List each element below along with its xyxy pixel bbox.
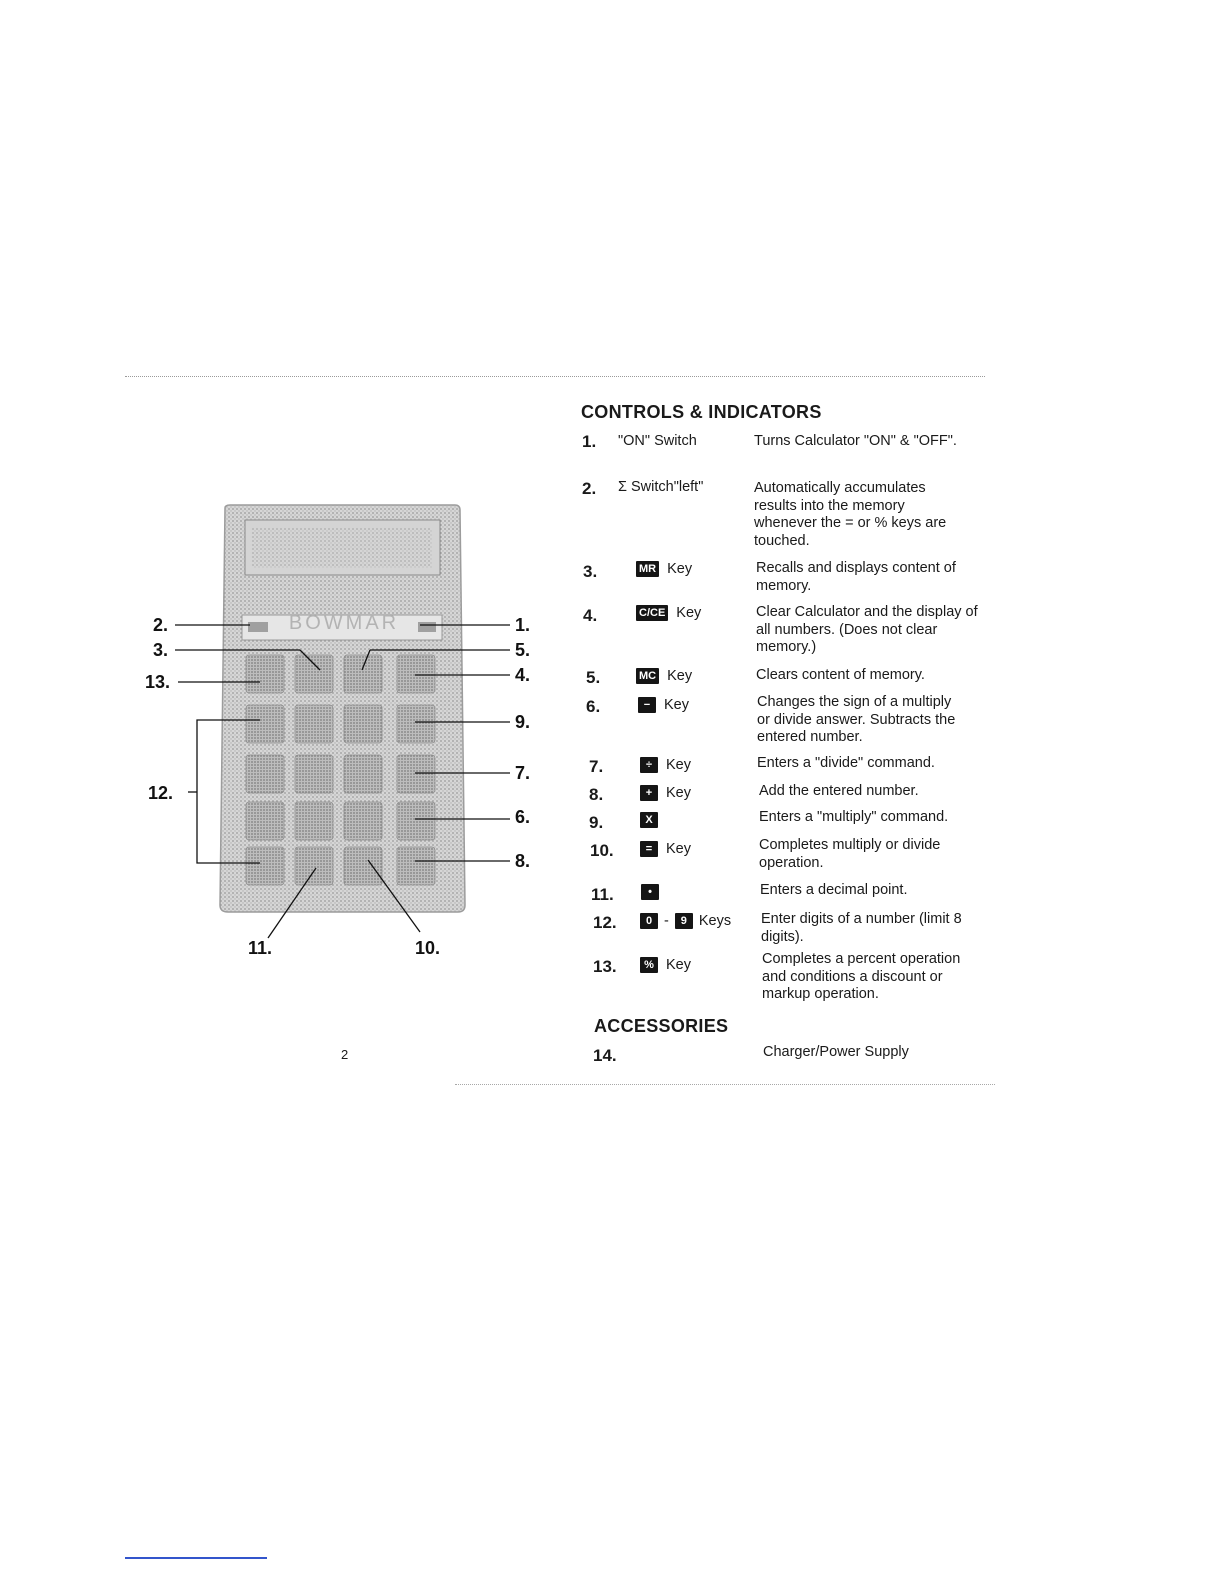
callout-9: 9. [515, 712, 531, 732]
item-3-number: 3. [583, 562, 598, 581]
calculator-drawing [140, 500, 560, 970]
keys-suffix: Keys [698, 913, 732, 929]
item-10-control [640, 841, 691, 857]
item-2-control [618, 479, 703, 495]
key-suffix: Key [666, 841, 691, 857]
callout-1: 1. [515, 615, 531, 635]
item-7-control [640, 757, 691, 773]
percent-key-icon: % [640, 957, 658, 973]
item-7-number: 7. [589, 757, 604, 776]
item-6-number: 6. [586, 697, 601, 716]
key-suffix: Key [664, 697, 689, 713]
item-1-number: 1. [582, 432, 597, 451]
mc-key-icon: MC [636, 668, 659, 684]
item-9-desc: Enters a "multiply" command. [759, 809, 949, 825]
item-13-number: 13. [593, 957, 617, 976]
item-7-desc: Enters a "divide" command. [757, 755, 935, 771]
item-9-number: 9. [589, 813, 604, 832]
item-8-number: 8. [589, 785, 604, 804]
key-suffix: Key [666, 757, 691, 773]
calculator-illustration [140, 500, 560, 970]
item-5-control [636, 668, 692, 684]
callout-3: 3. [153, 640, 169, 660]
item-11-desc: Enters a decimal point. [760, 882, 908, 898]
mr-key-icon: MR [636, 561, 659, 577]
callout-4: 4. [515, 665, 531, 685]
callout-6: 6. [515, 807, 531, 827]
divide-key-icon: ÷ [640, 757, 658, 773]
item-1-control [618, 433, 697, 449]
key-suffix: Key [666, 957, 691, 973]
multiply-key-icon: X [640, 812, 658, 828]
callout-12: 12. [148, 783, 174, 803]
item-4-desc: Clear Calculator and the display of all numbers. (Does not clear memory.) [756, 604, 978, 655]
item-3-control [636, 561, 692, 577]
item-11-control [641, 884, 659, 900]
sum-switch-label: Σ Switch"left" [618, 479, 704, 495]
range-dash: - [664, 913, 669, 929]
item-11-number: 11. [591, 885, 614, 904]
item-4-control [636, 605, 701, 621]
callout-2: 2. [153, 615, 169, 635]
callout-13: 13. [145, 672, 171, 692]
key-suffix: Key [666, 785, 691, 801]
item-8-desc: Add the entered number. [759, 783, 919, 799]
item-14-number: 14. [593, 1046, 617, 1065]
accessories-heading: ACCESSORIES [594, 1016, 729, 1036]
key-suffix: Key [676, 605, 702, 621]
item-2-desc: Automatically accumulates results into the memory whenever the = or % keys are touched. [754, 480, 947, 549]
item-1-desc: Turns Calculator "ON" & "OFF". [754, 433, 957, 449]
on-switch-label: "ON" Switch [618, 433, 697, 449]
footer-link-underline[interactable] [125, 1557, 267, 1559]
item-12-desc: Enter digits of a number (limit 8 digits). [761, 911, 962, 945]
item-6-desc: Changes the sign of a multiply or divide answer. Subtracts the entered number. [757, 694, 956, 745]
item-2-number: 2. [582, 479, 597, 498]
plus-key-icon: + [640, 785, 658, 801]
callout-5: 5. [515, 640, 531, 660]
callout-7: 7. [515, 763, 531, 783]
item-13-control [640, 957, 691, 973]
item-5-number: 5. [586, 668, 601, 687]
key-suffix: Key [667, 561, 693, 577]
item-10-number: 10. [590, 841, 614, 860]
equals-key-icon: = [640, 841, 658, 857]
item-12-number: 12. [593, 913, 617, 932]
nine-key-icon: 9 [675, 913, 693, 929]
item-9-control [640, 812, 658, 828]
item-10-desc: Completes multiply or divide operation. [759, 837, 941, 871]
key-suffix: Key [667, 668, 693, 684]
controls-heading: CONTROLS & INDICATORS [581, 402, 822, 422]
item-8-control [640, 785, 691, 801]
item-6-control [638, 697, 689, 713]
top-divider [125, 376, 985, 377]
callout-8: 8. [515, 851, 531, 871]
page-number: 2 [341, 1047, 349, 1062]
item-12-control [640, 913, 731, 929]
callout-11: 11. [248, 938, 273, 958]
callout-10: 10. [415, 938, 441, 958]
bottom-divider [455, 1084, 995, 1085]
item-14-desc: Charger/Power Supply [763, 1044, 909, 1060]
brand-logo: BOWMAR [288, 612, 400, 634]
zero-key-icon: 0 [640, 913, 658, 929]
item-3-desc: Recalls and displays content of memory. [756, 560, 956, 594]
minus-key-icon: − [638, 697, 656, 713]
clear-key-icon: C/CE [636, 605, 668, 621]
decimal-key-icon: • [641, 884, 659, 900]
item-5-desc: Clears content of memory. [756, 667, 925, 683]
item-13-desc: Completes a percent operation and conditions a discount or markup operation. [762, 951, 961, 1002]
item-4-number: 4. [583, 606, 598, 625]
